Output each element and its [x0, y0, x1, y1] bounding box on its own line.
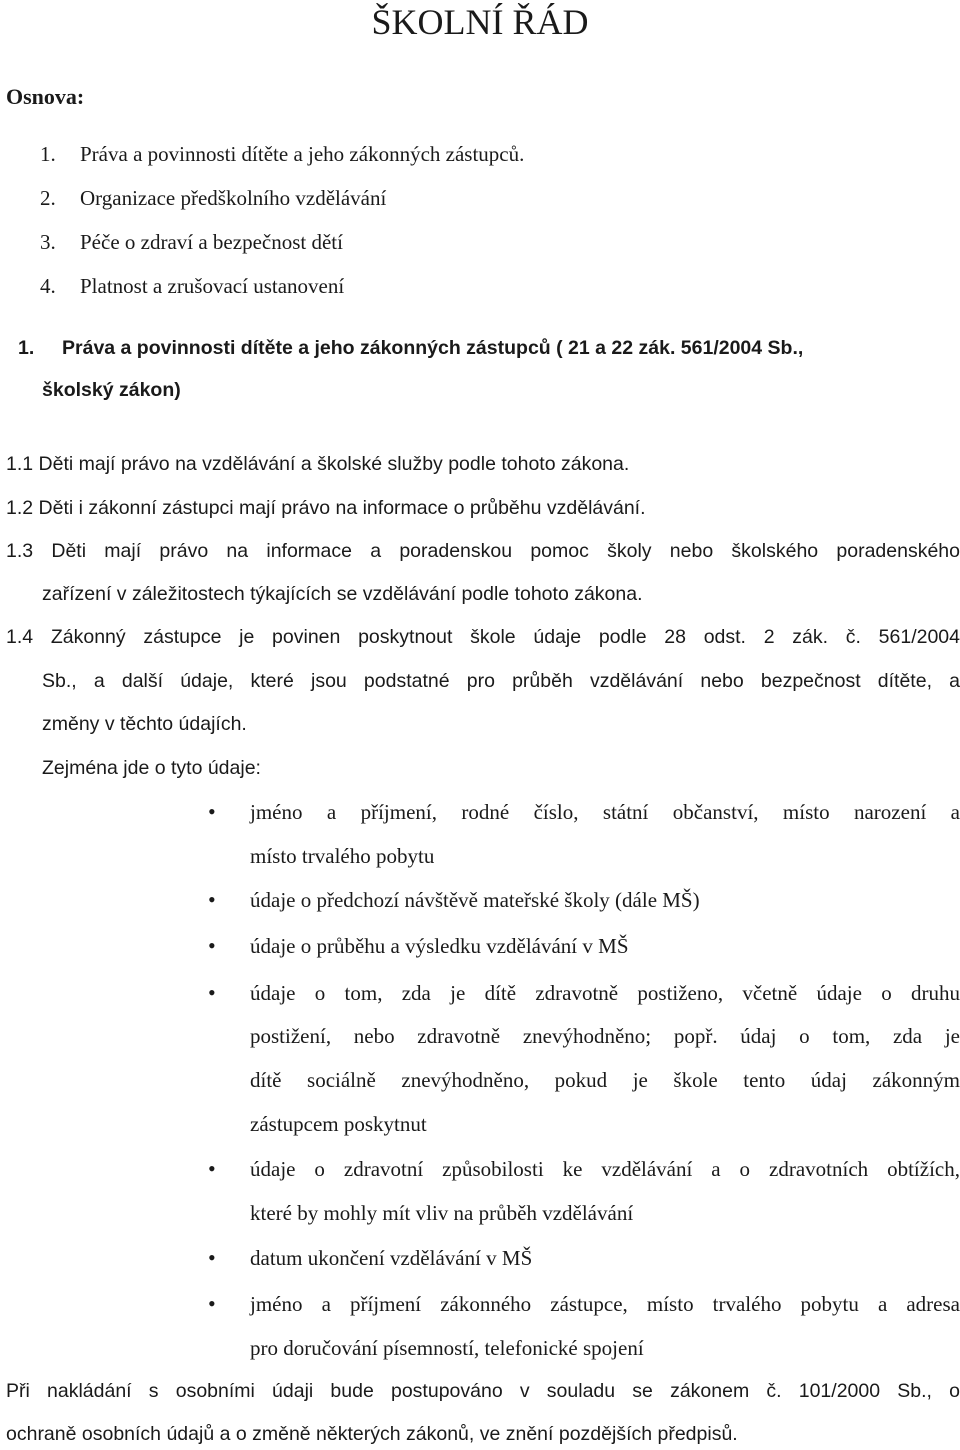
list-item-line: jméno a příjmení, rodné číslo, státní občanství, místo narození a	[250, 800, 960, 824]
paragraph-1-4-line-wrap	[6, 623, 960, 651]
list-item-line-wrap	[250, 1022, 960, 1050]
list-item-line: datum ukončení vzdělávání v MŠ	[250, 1246, 533, 1270]
paragraph-1-3-line-wrap	[6, 537, 960, 565]
section-number: 1.	[18, 337, 35, 359]
list-item-line: údaje o předchozí návštěvě mateřské školy (dále MŠ)	[250, 888, 700, 912]
paragraph-1-4-line: změny v těchto údajích.	[42, 713, 247, 735]
list-item-line-wrap	[250, 1290, 960, 1318]
outline-item-text: Organizace předškolního vzdělávání	[80, 186, 387, 210]
list-item-line-wrap	[250, 798, 960, 826]
list-item-line-wrap	[250, 1155, 960, 1183]
paragraph-1-4-line: Sb., a další údaje, které jsou podstatné pro průběh vzdělávání nebo bezpečnost dítěte, a	[42, 670, 960, 692]
outline-item-number: 3.	[40, 230, 56, 254]
outline-item-number: 2.	[40, 186, 56, 210]
list-item-line: údaje o tom, zda je dítě zdravotně postiženo, včetně údaje o druhu	[250, 981, 960, 1005]
list-intro: Zejména jde o tyto údaje:	[42, 757, 261, 779]
closing-paragraph-line: Při nakládání s osobními údaji bude postupováno v souladu se zákonem č. 101/2000 Sb., o	[6, 1380, 960, 1402]
list-item-line: jméno a příjmení zákonného zástupce, místo trvalého pobytu a adresa	[250, 1292, 960, 1316]
outline-item-number: 4.	[40, 274, 56, 298]
bullet-icon: •	[208, 1245, 216, 1270]
bullet-icon: •	[208, 980, 216, 1005]
list-item-line: údaje o zdravotní způsobilosti ke vzdělávání a o zdravotních obtížích,	[250, 1157, 960, 1181]
paragraph-1-4-line: 1.4 Zákonný zástupce je povinen poskytnout škole údaje podle 28 odst. 2 zák. č. 561/2004	[6, 626, 960, 648]
list-item-line: místo trvalého pobytu	[250, 844, 435, 868]
page-title: ŠKOLNÍ ŘÁD	[371, 2, 589, 42]
outline-item-text: Platnost a zrušovací ustanovení	[80, 274, 345, 298]
paragraph-1-4-line-wrap	[42, 667, 960, 695]
paragraph-1-3-line: 1.3 Děti mají právo na informace a poradenskou pomoc školy nebo školského poradenského	[6, 540, 960, 562]
list-item-line-wrap	[250, 979, 960, 1007]
list-item-line-wrap	[250, 1066, 960, 1094]
list-item-line: dítě sociálně znevýhodněno, pokud je škole tento údaj zákonným	[250, 1068, 960, 1092]
outline-item-text: Péče o zdraví a bezpečnost dětí	[80, 230, 343, 254]
section-heading-line: školský zákon)	[42, 379, 181, 401]
bullet-icon: •	[208, 799, 216, 824]
list-item-line: postižení, nebo zdravotně znevýhodněno; popř. údaj o tom, zda je	[250, 1024, 960, 1048]
closing-line-wrap	[6, 1377, 960, 1405]
list-item-line: údaje o průběhu a výsledku vzdělávání v MŠ	[250, 934, 629, 958]
closing-paragraph-line: ochraně osobních údajů a o změně některých zákonů, ve znění pozdějších předpisů.	[6, 1423, 738, 1445]
paragraph-1-1: 1.1 Děti mají právo na vzdělávání a školské služby podle tohoto zákona.	[6, 453, 630, 475]
paragraph-1-3-line: zařízení v záležitostech týkajících se vzdělávání podle tohoto zákona.	[42, 583, 643, 605]
bullet-icon: •	[208, 1156, 216, 1181]
list-item-line: které by mohly mít vliv na průběh vzdělávání	[250, 1201, 634, 1225]
outline-label: Osnova:	[6, 84, 85, 109]
paragraph-1-2: 1.2 Děti i zákonní zástupci mají právo na informace o průběhu vzdělávání.	[6, 497, 646, 519]
outline-item-number: 1.	[40, 142, 56, 166]
bullet-icon: •	[208, 933, 216, 958]
bullet-icon: •	[208, 887, 216, 912]
list-item-line: pro doručování písemností, telefonické spojení	[250, 1336, 644, 1360]
section-heading-line: Práva a povinnosti dítěte a jeho zákonných zástupců ( 21 a 22 zák. 561/2004 Sb.,	[62, 337, 804, 359]
outline-item-text: Práva a povinnosti dítěte a jeho zákonných zástupců.	[80, 142, 525, 166]
bullet-icon: •	[208, 1291, 216, 1316]
list-item-line: zástupcem poskytnut	[250, 1112, 427, 1136]
